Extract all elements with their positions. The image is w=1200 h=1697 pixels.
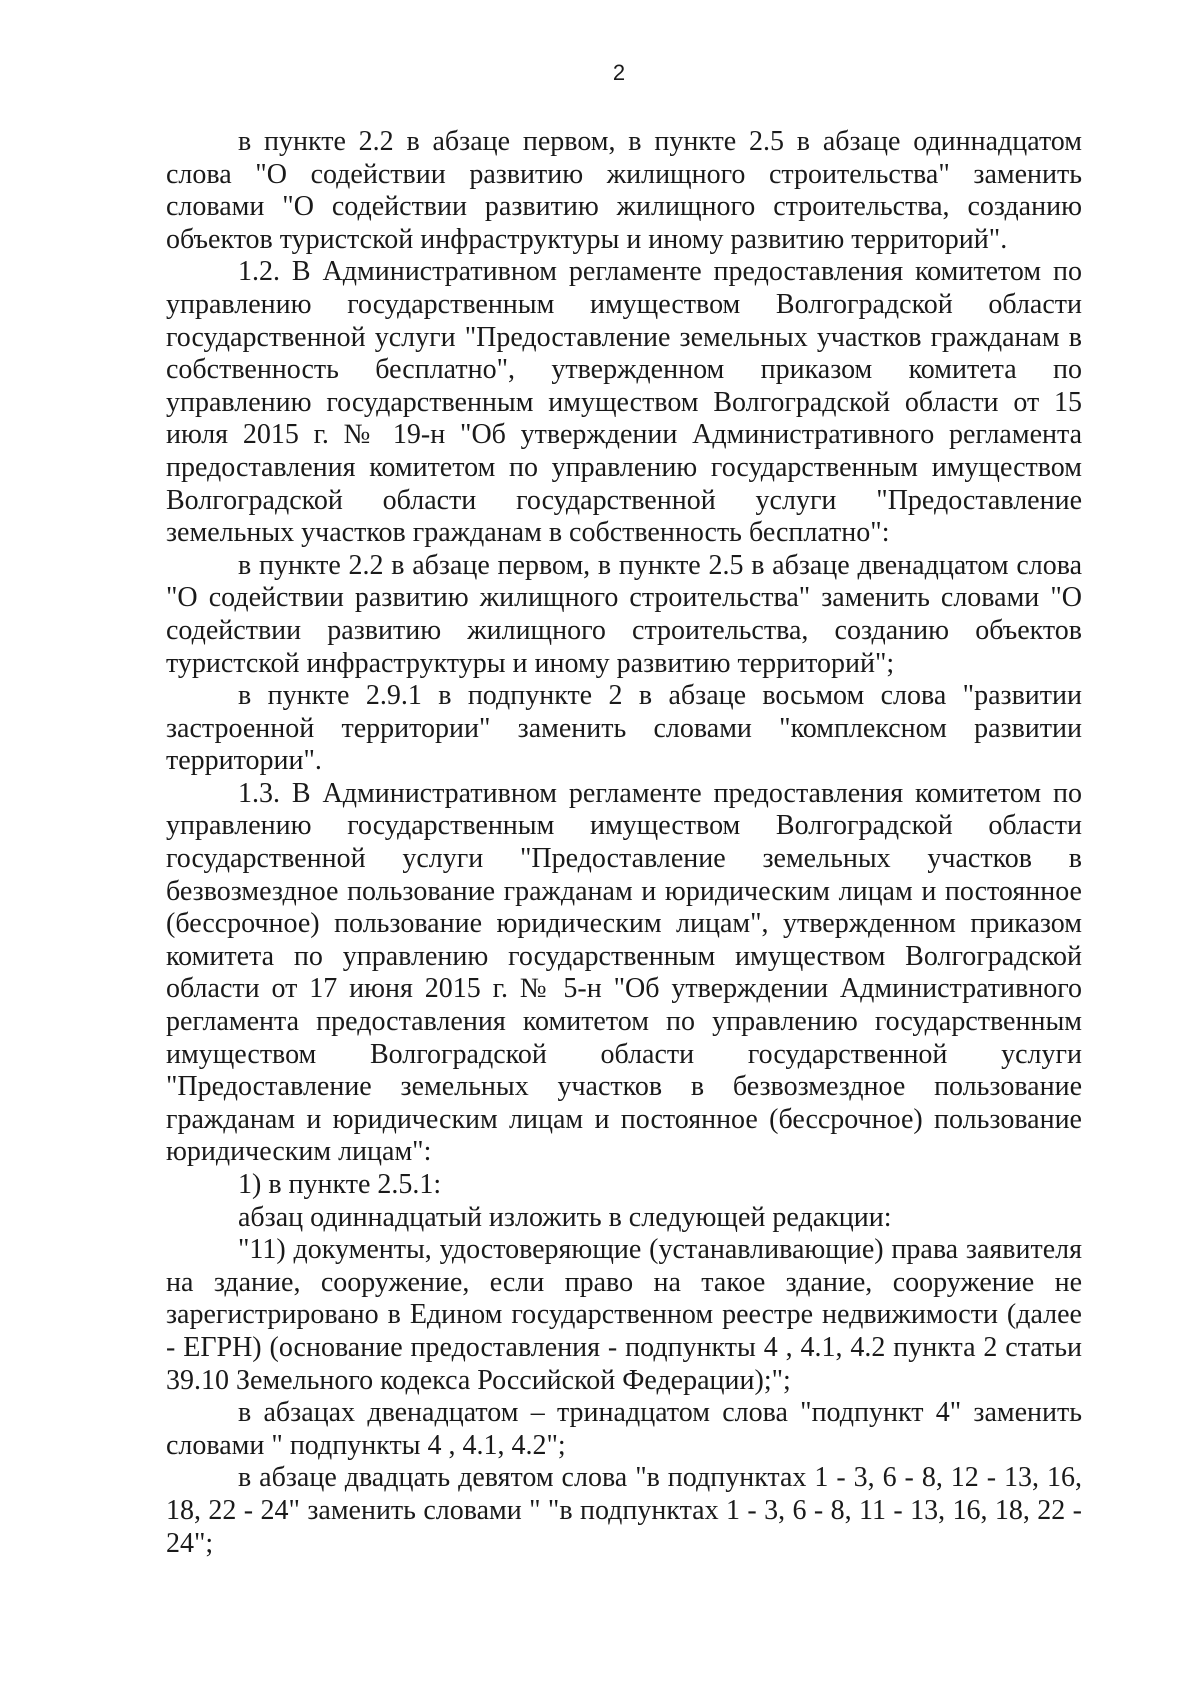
paragraph-eleventh-clause-text: "11) документы, удостоверяющие (устанавливающие) права заявителя на здание, сооружение, если право на такое здание, сооружение не зарегистрировано в Едином государственном реестре недвижимости (далее - ЕГРН) (основание предоставления - подпункты 4 , 4.1, 4.2 пункта 2 статьи 39.10 Земельного кодекса Российской Федерации);"; [166,1234,1082,1396]
paragraph-section-1-3: 1.3. В Административном регламенте предоставления комитетом по управлению государственным имуществом Волгоградской области государственной услуги "Предоставление земельных участков в безвозмездное пользование гражданам и юридическим лицам и постоянное (бессрочное) пользование юридическим лицам", утвержденном приказом комитета по управлению государственным имуществом Волгоградской области от 17 июня 2015 г. № 5-н "Об утверждении Административного регламента предоставления комитетом по управлению государственным имуществом Волгоградской области государственной услуги "Предоставление земельных участков в безвозмездное пользование гражданам и юридическим лицам и постоянное (бессрочное) пользование юридическим лицам": [166,777,1082,1168]
paragraph-amendment-2-2-second: в пункте 2.2 в абзаце первом, в пункте 2.5 в абзаце двенадцатом слова "О содействии развитию жилищного строительства" заменить словами "О содействии развитию жилищного строительства, созданию объектов туристской инфраструктуры и иному развитию территорий"; [166,549,1082,679]
paragraph-twelfth-thirteenth: в абзацах двенадцатом – тринадцатом слова "подпункт 4" заменить словами " подпункты 4 , 4.1, 4.2"; [166,1397,1082,1461]
paragraph-eleventh-clause-intro: абзац одиннадцатый изложить в следующей редакции: [238,1201,892,1233]
paragraph-section-1-2: 1.2. В Административном регламенте предоставления комитетом по управлению государственным имуществом Волгоградской области государственной услуги "Предоставление земельных участков гражданам в собственность бесплатно", утвержденном приказом комитета по управлению государственным имуществом Волгоградской области от 15 июля 2015 г. № 19-н "Об утверждении Административного регламента предоставления комитетом по управлению государственным имуществом Волгоградской области государственной услуги "Предоставление земельных участков гражданам в собственность бесплатно": [166,256,1082,549]
paragraph-amendment-2-2-first: в пункте 2.2 в абзаце первом, в пункте 2.5 в абзаце одиннадцатом слова "О содействии развитию жилищного строительства" заменить словами "О содействии развитию жилищного строительства, созданию объектов туристской инфраструктуры и иному развитию территорий". [166,126,1082,255]
paragraph-amendment-2-9-1: в пункте 2.9.1 в подпункте 2 в абзаце восьмом слова "развитии застроенной территории" заменить словами "комплексном развитии территории". [166,680,1082,777]
paragraph-twenty-ninth: в абзаце двадцать девятом слова "в подпунктах 1 - 3, 6 - 8, 12 - 13, 16, 18, 22 - 24" заменить словами " "в подпунктах 1 - 3, 6 - 8, 11 - 13, 16, 18, 22 - 24"; [166,1462,1082,1559]
paragraph-item-2-5-1: 1) в пункте 2.5.1: [238,1169,442,1200]
page-number: 2 [612,60,626,85]
document-body [166,126,1082,1560]
